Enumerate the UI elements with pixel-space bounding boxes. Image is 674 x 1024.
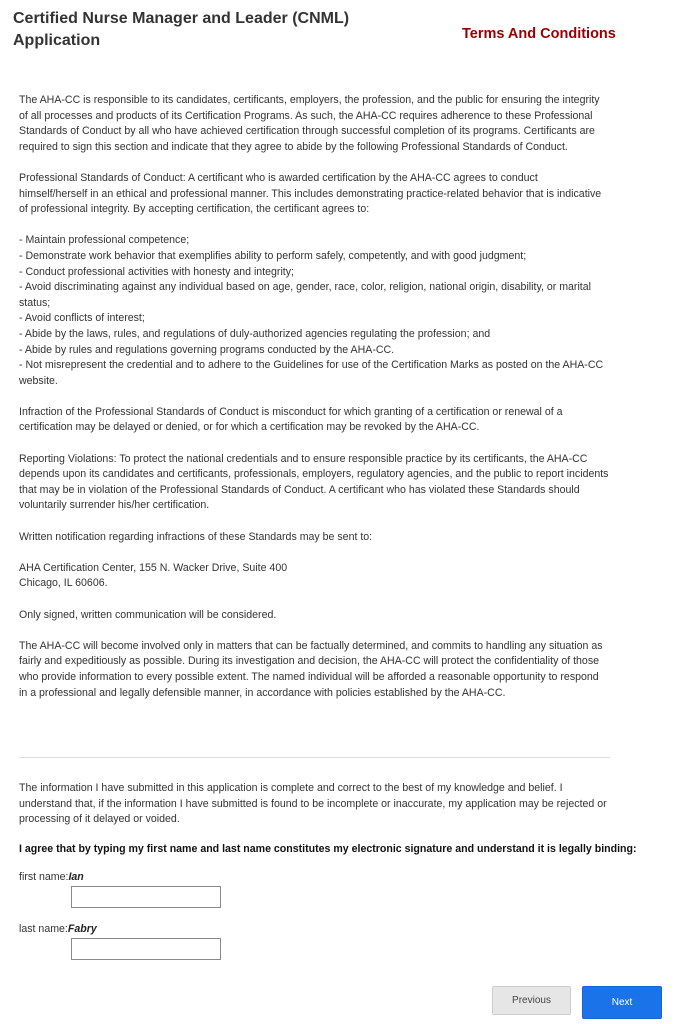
written-notification-paragraph: Written notification regarding infractions of these Standards may be sent to: [19, 530, 373, 543]
standards-list-item: - Demonstrate work behavior that exemplifies ability to perform safely, competently, and with good judgment; [19, 249, 527, 262]
last-name-input[interactable] [71, 938, 221, 960]
last-name-label-group [19, 923, 97, 935]
involvement-paragraph: The AHA-CC will become involved only in matters that can be factually determined, and commits to handling any situation as fairly and expeditiously as possible. During its investigation and decision, the AHA-CC will protect the confidentiality of those who provide information to every possible extent. The named individual will be afforded a reasonable opportunity to respond in a professional and legally defensible manner, in accordance with policies established by the AHA-CC. [19, 639, 603, 699]
standards-list [19, 233, 609, 389]
address-line-2: Chicago, IL 60606. [19, 577, 108, 590]
mailing-address [19, 561, 609, 592]
page-title: Certified Nurse Manager and Leader (CNML) Application [13, 10, 350, 49]
next-button[interactable]: Next [582, 986, 662, 1019]
address-line-1: AHA Certification Center, 155 N. Wacker Drive, Suite 400 [19, 561, 288, 574]
standards-intro-paragraph: Professional Standards of Conduct: A certificant who is awarded certification by the AHA-CC agrees to conduct himself/herself in an ethical and professional manner. This includes demonstrating practice-related behavior that is indicative of professional integrity. By accepting certification, the certificant agrees to: [19, 171, 602, 216]
last-name-typed-value: Fabry [67, 923, 97, 935]
section-divider [19, 757, 610, 758]
standards-list-item: - Maintain professional competence; [19, 234, 190, 247]
standards-list-item: - Conduct professional activities with honesty and integrity; [19, 265, 294, 278]
last-name-label: last name: [19, 923, 68, 935]
signed-communication-paragraph: Only signed, written communication will be considered. [19, 608, 277, 621]
reporting-violations-paragraph: Reporting Violations: To protect the national credentials and to ensure responsible practice by its certificants, the AHA-CC depends upon its candidates and certificants, professionals, employers, regulatory agencies, and the public to report incidents that may be in violation of the Professional Standards of Conduct. A certificant who has violated these Standards should voluntarily surrender his/her certification. [19, 452, 609, 512]
standards-list-item: - Abide by rules and regulations governing programs conducted by the AHA-CC. [19, 343, 395, 356]
previous-button[interactable]: Previous [492, 986, 571, 1015]
terms-intro-paragraph: The AHA-CC is responsible to its candidates, certificants, employers, the profession, and the public for ensuring the integrity of all processes and products of its Certification Programs. As such, the AHA-CC requires adherence to these Professional Standards of Conduct by all who have achieved certification through successful completion of its programs. Certificants are required to sign this section and indicate that they agree to abide by the following Professional Standards of Conduct. [19, 94, 600, 153]
electronic-signature-agreement: I agree that by typing my first name and last name constitutes my electronic signature and understand it is legally binding: [19, 843, 637, 855]
terms-and-conditions-text [19, 93, 609, 717]
standards-list-item: - Not misrepresent the credential and to adhere to the Guidelines for use of the Certification Marks as posted on the AHA-CC website. [19, 359, 604, 387]
attestation-paragraph: The information I have submitted in this application is complete and correct to the best of my knowledge and belief. I understand that, if the information I have submitted is found to be incomplete or inaccurate, my application may be rejected or processing of it delayed or voided. [19, 782, 607, 826]
first-name-label-group [19, 871, 84, 883]
first-name-input[interactable] [71, 886, 221, 908]
standards-list-item: - Avoid conflicts of interest; [19, 312, 145, 325]
first-name-label: first name: [19, 871, 69, 883]
standards-list-item: - Abide by the laws, rules, and regulations of duly-authorized agencies regulating the profession; and [19, 327, 491, 340]
first-name-typed-value: Ian [68, 871, 84, 883]
standards-list-item: - Avoid discriminating against any individual based on age, gender, race, color, religion, national origin, disability, or marital status; [19, 281, 591, 309]
section-title: Terms And Conditions [462, 26, 616, 42]
infraction-paragraph: Infraction of the Professional Standards of Conduct is misconduct for which granting of a certification or renewal of a certification may be delayed or denied, or for which a certification may be revoked by the AHA-CC. [19, 405, 563, 434]
